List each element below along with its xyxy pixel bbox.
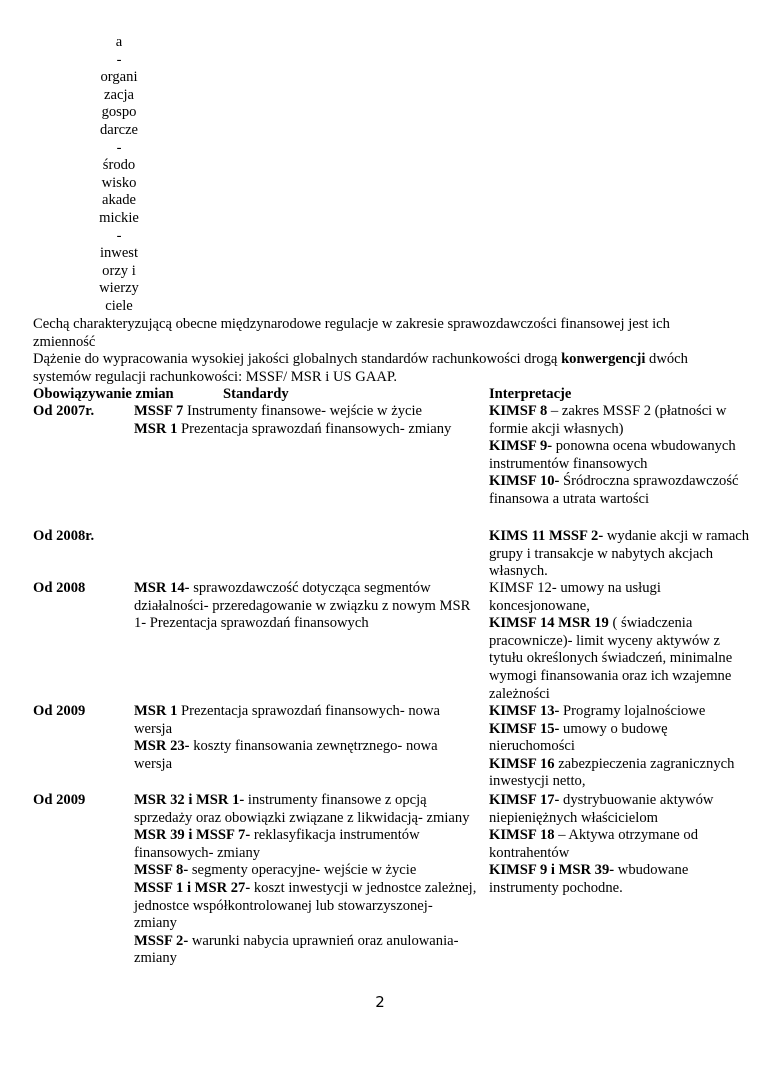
standard-entry: MSSF 1 i MSR 27- koszt inwestycji w jednostce zależnej, jednostce współkontrolowanej lub stowarzyszonej- zmiany: [134, 879, 477, 932]
row-standards: [134, 792, 479, 968]
narrow-line: -: [116, 139, 122, 156]
interpretation-entry: KIMSF 17- dystrybuowanie aktywów niepieniężnych właścicielom: [489, 792, 714, 826]
standard-entry: MSR 39 i MSSF 7- reklasyfikacja instrumentów finansowych- zmiany: [134, 827, 420, 861]
interpretation-entry: KIMSF 18 – Aktywa otrzymane od kontrahentów: [489, 827, 699, 861]
standard-entry: MSR 1 Prezentacja sprawozdań finansowych- nowa wersja: [134, 703, 440, 737]
row-period: Od 2009: [33, 792, 86, 808]
standard-entry: MSR 1 Prezentacja sprawozdań finansowych- zmiany: [134, 420, 452, 437]
narrow-line: mickie: [99, 209, 139, 226]
convergence-term: konwergencji: [561, 351, 646, 367]
narrow-column-text: [96, 34, 142, 316]
narrow-line: gospo: [101, 104, 137, 121]
interpretation-entry: KIMSF 9- ponowna ocena wbudowanych instrumentów finansowych: [489, 438, 736, 472]
page-number: 2: [375, 993, 385, 1011]
narrow-line: -: [116, 227, 122, 244]
row-interpretations: [489, 528, 751, 581]
paragraph-variability: Cechą charakteryzującą obecne międzynarodowe regulacje w zakresie sprawozdawczości finansowej jest ich zmienność: [33, 316, 670, 350]
narrow-line: środo: [102, 157, 136, 174]
standard-entry: MSSF 2- warunki nabycia uprawnień oraz anulowania- zmiany: [134, 932, 459, 967]
header-standards: Standardy: [223, 386, 289, 402]
row-period: Od 2008r.: [33, 528, 95, 544]
standard-entry: MSR 32 i MSR 1- instrumenty finansowe z opcją sprzedaży oraz obowiązki związane z likwidacją- zmiany: [134, 792, 470, 826]
standard-entry: MSSF 8- segmenty operacyjne- wejście w życie: [134, 862, 417, 879]
interpretation-entry: KIMSF 16 zabezpieczenia zagranicznych inwestycji netto,: [489, 755, 735, 790]
row-standards: [134, 403, 479, 438]
standard-entry: MSR 23- koszty finansowania zewnętrznego- nowa wersja: [134, 738, 438, 772]
standard-entry: MSR 14- sprawozdawczość dotycząca segmentów działalności- przeredagowanie w związku z nowym MSR 1- Prezentacja sprawozdań finansowych: [134, 580, 471, 632]
interpretation-entry: KIMSF 13- Programy lojalnościowe: [489, 703, 706, 719]
narrow-line: wierzy: [99, 280, 139, 297]
narrow-line: zacja: [104, 86, 134, 103]
standard-entry: MSSF 7 Instrumenty finansowe- wejście w życie: [134, 403, 423, 419]
row-standards: [134, 703, 479, 773]
interpretation-entry: KIMSF 15- umowy o budowę nieruchomości: [489, 720, 668, 755]
interpretation-entry: KIMSF 14 MSR 19 ( świadczenia pracownicze)- limit wyceny aktywów z tytułu określonych świadczeń, minimalne wymogi finansowania oraz ich wzajemne zależności: [489, 615, 733, 702]
header-interpretations: Interpretacje: [489, 386, 572, 402]
interpretation-entry: KIMSF 8 – zakres MSSF 2 (płatności w formie akcji własnych): [489, 403, 727, 437]
narrow-line: akade: [101, 192, 137, 209]
interpretation-entry: KIMSF 10- Śródroczna sprawozdawczość finansowa a utrata wartości: [489, 473, 739, 507]
row-standards: [134, 580, 479, 633]
row-interpretations: [489, 792, 751, 898]
narrow-line: darcze: [99, 121, 139, 138]
row-period: Od 2009: [33, 703, 86, 719]
narrow-line: -: [116, 51, 122, 68]
narrow-line: orzy i: [102, 262, 136, 279]
row-interpretations: [489, 580, 751, 703]
interpretation-entry: KIMS 11 MSSF 2- wydanie akcji w ramach grupy i transakcje w nabytych akcjach własnych.: [489, 528, 750, 580]
paragraph-convergence: Dążenie do wypracowania wysokiej jakości globalnych standardów rachunkowości drogą konwergencji dwóch systemów regulacji rachunkowości: MSSF/ MSR i US GAAP.: [33, 351, 688, 385]
narrow-line: wisko: [101, 174, 137, 191]
interpretation-entry: KIMSF 9 i MSR 39- wbudowane instrumenty pochodne.: [489, 862, 689, 896]
narrow-line: organi: [100, 69, 138, 86]
row-interpretations: [489, 403, 751, 509]
narrow-line: ciele: [105, 297, 133, 314]
header-period: Obowiązywanie zmian: [33, 386, 174, 402]
row-period: Od 2007r.: [33, 403, 95, 419]
row-interpretations: [489, 703, 751, 791]
narrow-line: a: [115, 34, 123, 50]
row-period: Od 2008: [33, 580, 86, 596]
interpretation-entry: KIMSF 12- umowy na usługi koncesjonowane,: [489, 580, 661, 614]
narrow-line: inwest: [99, 245, 139, 262]
